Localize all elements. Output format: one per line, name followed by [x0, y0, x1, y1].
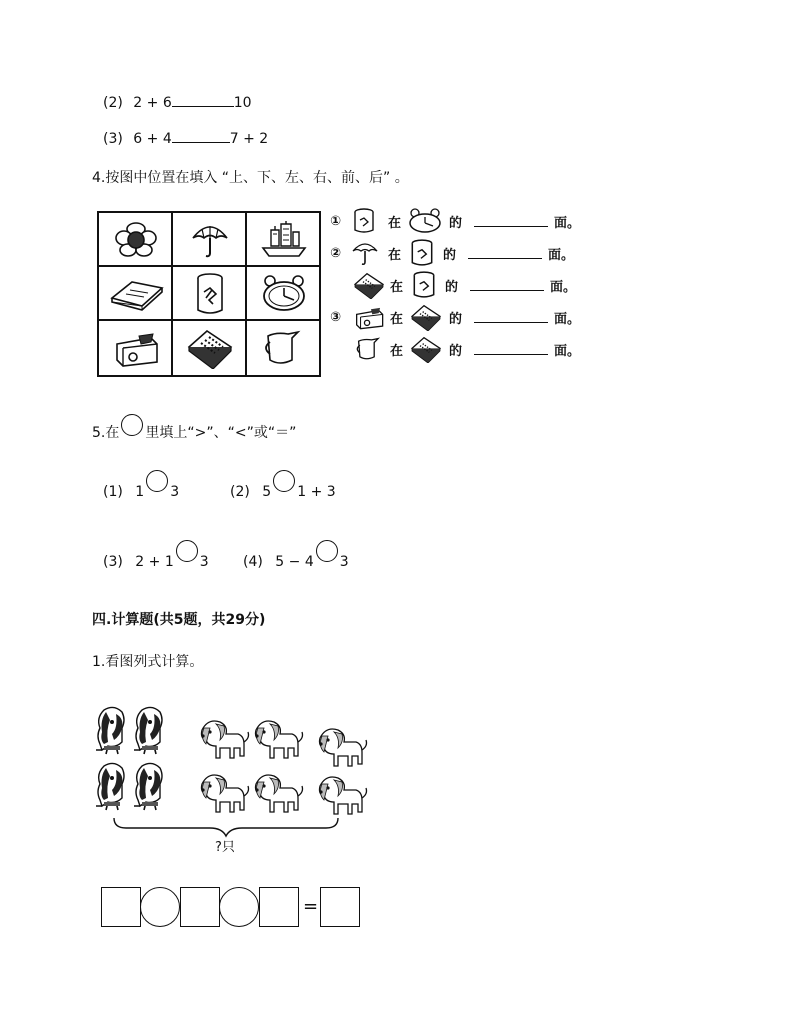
circle-symbol-icon [121, 414, 143, 436]
left-expression: 5 − 4 [275, 554, 314, 570]
row-number: ② [330, 245, 342, 261]
book-icon [99, 267, 173, 321]
word-de: 的 [445, 279, 459, 295]
pencil-sharpener-icon [352, 304, 386, 330]
answer-circle[interactable] [146, 470, 168, 492]
jar-icon [352, 208, 376, 234]
right-expression: 1 + 3 [297, 484, 336, 500]
answer-circle[interactable] [176, 540, 198, 562]
answer-circle[interactable] [273, 470, 295, 492]
position-answer-row-5 [330, 336, 580, 362]
calculator-icon [173, 321, 247, 375]
jar-icon [173, 267, 247, 321]
row-number: ③ [330, 309, 342, 325]
word-mian: 面。 [548, 247, 575, 263]
word-zai: 在 [390, 279, 404, 295]
answer-blank[interactable] [172, 106, 234, 107]
compare-circle-item-4 [243, 548, 349, 570]
alarm-clock-icon [247, 267, 321, 321]
row-number: ① [330, 213, 342, 229]
right-expression: 10 [233, 95, 252, 111]
position-answer-row-2 [330, 240, 574, 266]
word-de: 的 [449, 343, 463, 359]
answer-blank[interactable] [468, 248, 542, 259]
answer-box-result[interactable] [320, 887, 360, 927]
answer-box-2[interactable] [180, 887, 220, 927]
title-prefix: 5.在 [92, 425, 120, 441]
answer-blank[interactable] [474, 344, 548, 355]
section-4-heading: 四.计算题(共5题，共29分) [92, 612, 266, 628]
calculator-icon [409, 303, 443, 331]
answer-blank[interactable] [474, 312, 548, 323]
answer-box-3[interactable] [259, 887, 299, 927]
word-mian: 面。 [550, 279, 577, 295]
jar-icon [407, 239, 437, 267]
left-expression: 6 + 4 [133, 131, 172, 147]
compare-circle-item-1 [103, 478, 179, 500]
left-expression: 5 [262, 484, 272, 500]
answer-circle[interactable] [316, 540, 338, 562]
left-expression: 1 [135, 484, 145, 500]
word-zai: 在 [390, 343, 404, 359]
right-expression: 3 [170, 484, 180, 500]
word-de: 的 [449, 311, 463, 327]
position-answer-row-3 [330, 272, 576, 298]
item-number: (1) [103, 484, 123, 500]
jar-icon [409, 271, 439, 299]
question-4-title: 4.按图中位置在填入 “上、下、左、右、前、后” 。 [92, 170, 409, 186]
flower-icon [99, 213, 173, 267]
answer-blank[interactable] [474, 216, 548, 227]
item-number: (3) [103, 131, 123, 147]
pencil-sharpener-icon [99, 321, 173, 375]
word-de: 的 [443, 247, 457, 263]
operator-circle-2[interactable] [219, 887, 259, 927]
calculator-icon [409, 335, 443, 363]
answer-box-1[interactable] [101, 887, 141, 927]
position-answer-row-4 [330, 304, 580, 330]
right-expression: 3 [339, 554, 349, 570]
question-5-title [92, 420, 296, 442]
item-number: (4) [243, 554, 263, 570]
left-expression: 2 + 6 [133, 95, 172, 111]
word-zai: 在 [388, 215, 402, 231]
compare-circle-item-2 [230, 478, 336, 500]
right-expression: 7 + 2 [229, 131, 269, 147]
right-expression: 3 [199, 554, 209, 570]
word-de: 的 [449, 215, 463, 231]
answer-blank[interactable] [172, 142, 230, 143]
word-mian: 面。 [554, 311, 581, 327]
ship-icon [247, 213, 321, 267]
equals-sign: = [303, 896, 319, 917]
operator-circle-1[interactable] [140, 887, 180, 927]
title-suffix: 里填上“>”、“<”或“＝” [145, 425, 297, 441]
brace-label: ?只 [215, 840, 235, 855]
compare-circle-item-3 [103, 548, 209, 570]
umbrella-icon [173, 213, 247, 267]
answer-blank[interactable] [470, 280, 544, 291]
left-expression: 2 + 1 [135, 554, 174, 570]
pitcher-icon [352, 336, 386, 362]
item-number: (3) [103, 554, 123, 570]
pitcher-icon [247, 321, 321, 375]
question-1-title: 1.看图列式计算。 [92, 654, 204, 670]
word-zai: 在 [388, 247, 402, 263]
word-mian: 面。 [554, 343, 581, 359]
compare-item-3 [103, 131, 268, 147]
word-mian: 面。 [554, 215, 581, 231]
word-zai: 在 [390, 311, 404, 327]
position-answer-row-1 [330, 208, 580, 234]
position-grid [97, 211, 321, 377]
compare-item-2 [103, 95, 252, 111]
item-number: (2) [103, 95, 123, 111]
item-number: (2) [230, 484, 250, 500]
alarm-clock-icon [407, 208, 443, 234]
umbrella-icon [352, 240, 378, 266]
calculator-icon [352, 271, 386, 299]
dogs-illustration [90, 700, 370, 850]
